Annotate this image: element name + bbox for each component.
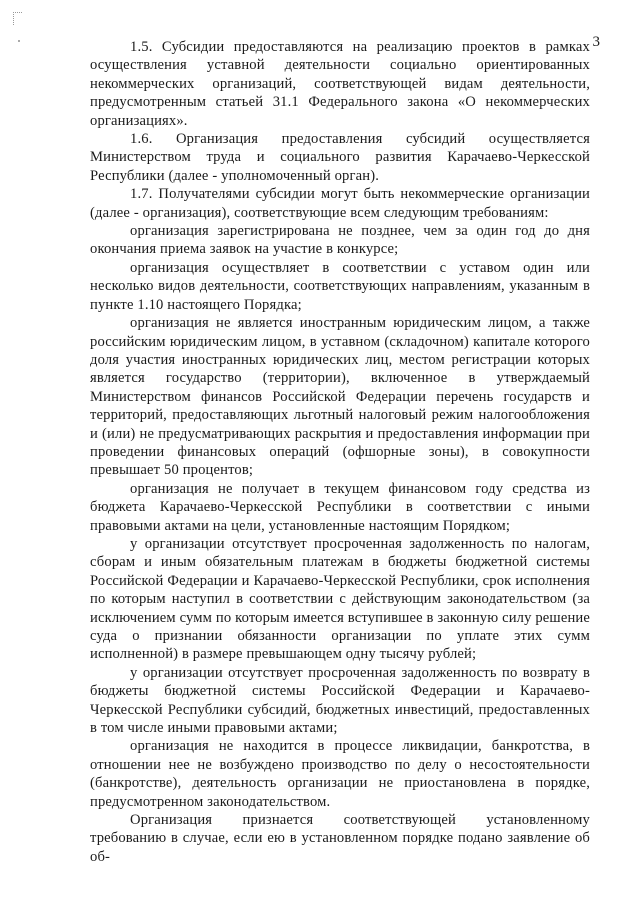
paragraph-1-6: 1.6. Организация предоставления субсидий осуществляется Министерством труда и социального развития Карачаево-Черкесской Республики (далее - уполномоченный орган). [90, 131, 590, 184]
requirement-not-liquidated: организация не находится в процессе ликвидации, банкротства, в отношении нее не возбуждено производство по делу о несостоятельности (банкротстве), деятельность организации не приостановлена в порядке, предусмотренном законодательством. [90, 738, 590, 810]
requirement-no-subsidy-debt: у организации отсутствует просроченная задолженность по возврату в бюджеты бюджетной системы Российской Федерации и Карачаево-Черкесской Республики субсидий, бюджетных инвестиций, предоставленных в том числе иными правовыми актами; [90, 664, 590, 737]
document-body [90, 38, 590, 866]
paragraph-1-5: 1.5. Субсидии предоставляются на реализацию проектов в рамках осуществления уставной деятельности социально ориентированных некоммерческих организаций, соответствующей видам деятельности, предусмотренным статьей 31.1 Федерального закона «О некоммерческих организациях». [90, 39, 590, 129]
requirement-no-other-funds: организация не получает в текущем финансовом году средства из бюджета Карачаево-Черкесской Республики в соответствии с иными правовыми актами на цели, установленные настоящим Порядком; [90, 480, 590, 534]
requirement-registration: организация зарегистрирована не позднее, чем за один год до дня окончания приема заявок на участие в конкурсе; [90, 223, 590, 258]
requirement-no-tax-debt: у организации отсутствует просроченная задолженность по налогам, сборам и иным обязательным платежам в бюджеты бюджетной системы Российской Федерации и Карачаево-Черкесской Республики, срок исполнения по которым наступил в соответствии с действующим законодательством (за исключением сумм по которым имеется вступившее в законную силу решение суда о признании обязанности организации по уплате этих сумм исполненной) в размере превышающем одну тысячу рублей; [90, 535, 590, 663]
compliance-paragraph: Организация признается соответствующей установленному требованию в случае, если ею в установленном порядке подано заявление об об- [90, 812, 590, 865]
scan-artifact [13, 12, 22, 25]
requirement-not-foreign: организация не является иностранным юридическим лицом, а также российским юридическим лицом, в уставном (складочном) капитале которого доля участия иностранных юридических лиц, местом регистрации которых является государство (территории), включенное в утверждаемый Министерством финансов Российской Федерации перечень государств и территорий, предоставляющих льготный налоговый режим налогообложения и (или) не предусматривающих раскрытия и предоставления информации при проведении финансовых операций (офшорные зоны), в совокупности превышает 50 процентов; [90, 315, 590, 479]
page-number: 3 [592, 34, 600, 50]
paragraph-1-7: 1.7. Получателями субсидии могут быть некоммерческие организации (далее - организация), соответствующие всем следующим требованиям: [90, 186, 590, 221]
scan-artifact [18, 40, 20, 42]
requirement-activities: организация осуществляет в соответствии с уставом один или несколько видов деятельности, соответствующих направлениям, указанным в пункте 1.10 настоящего Порядка; [90, 259, 590, 313]
